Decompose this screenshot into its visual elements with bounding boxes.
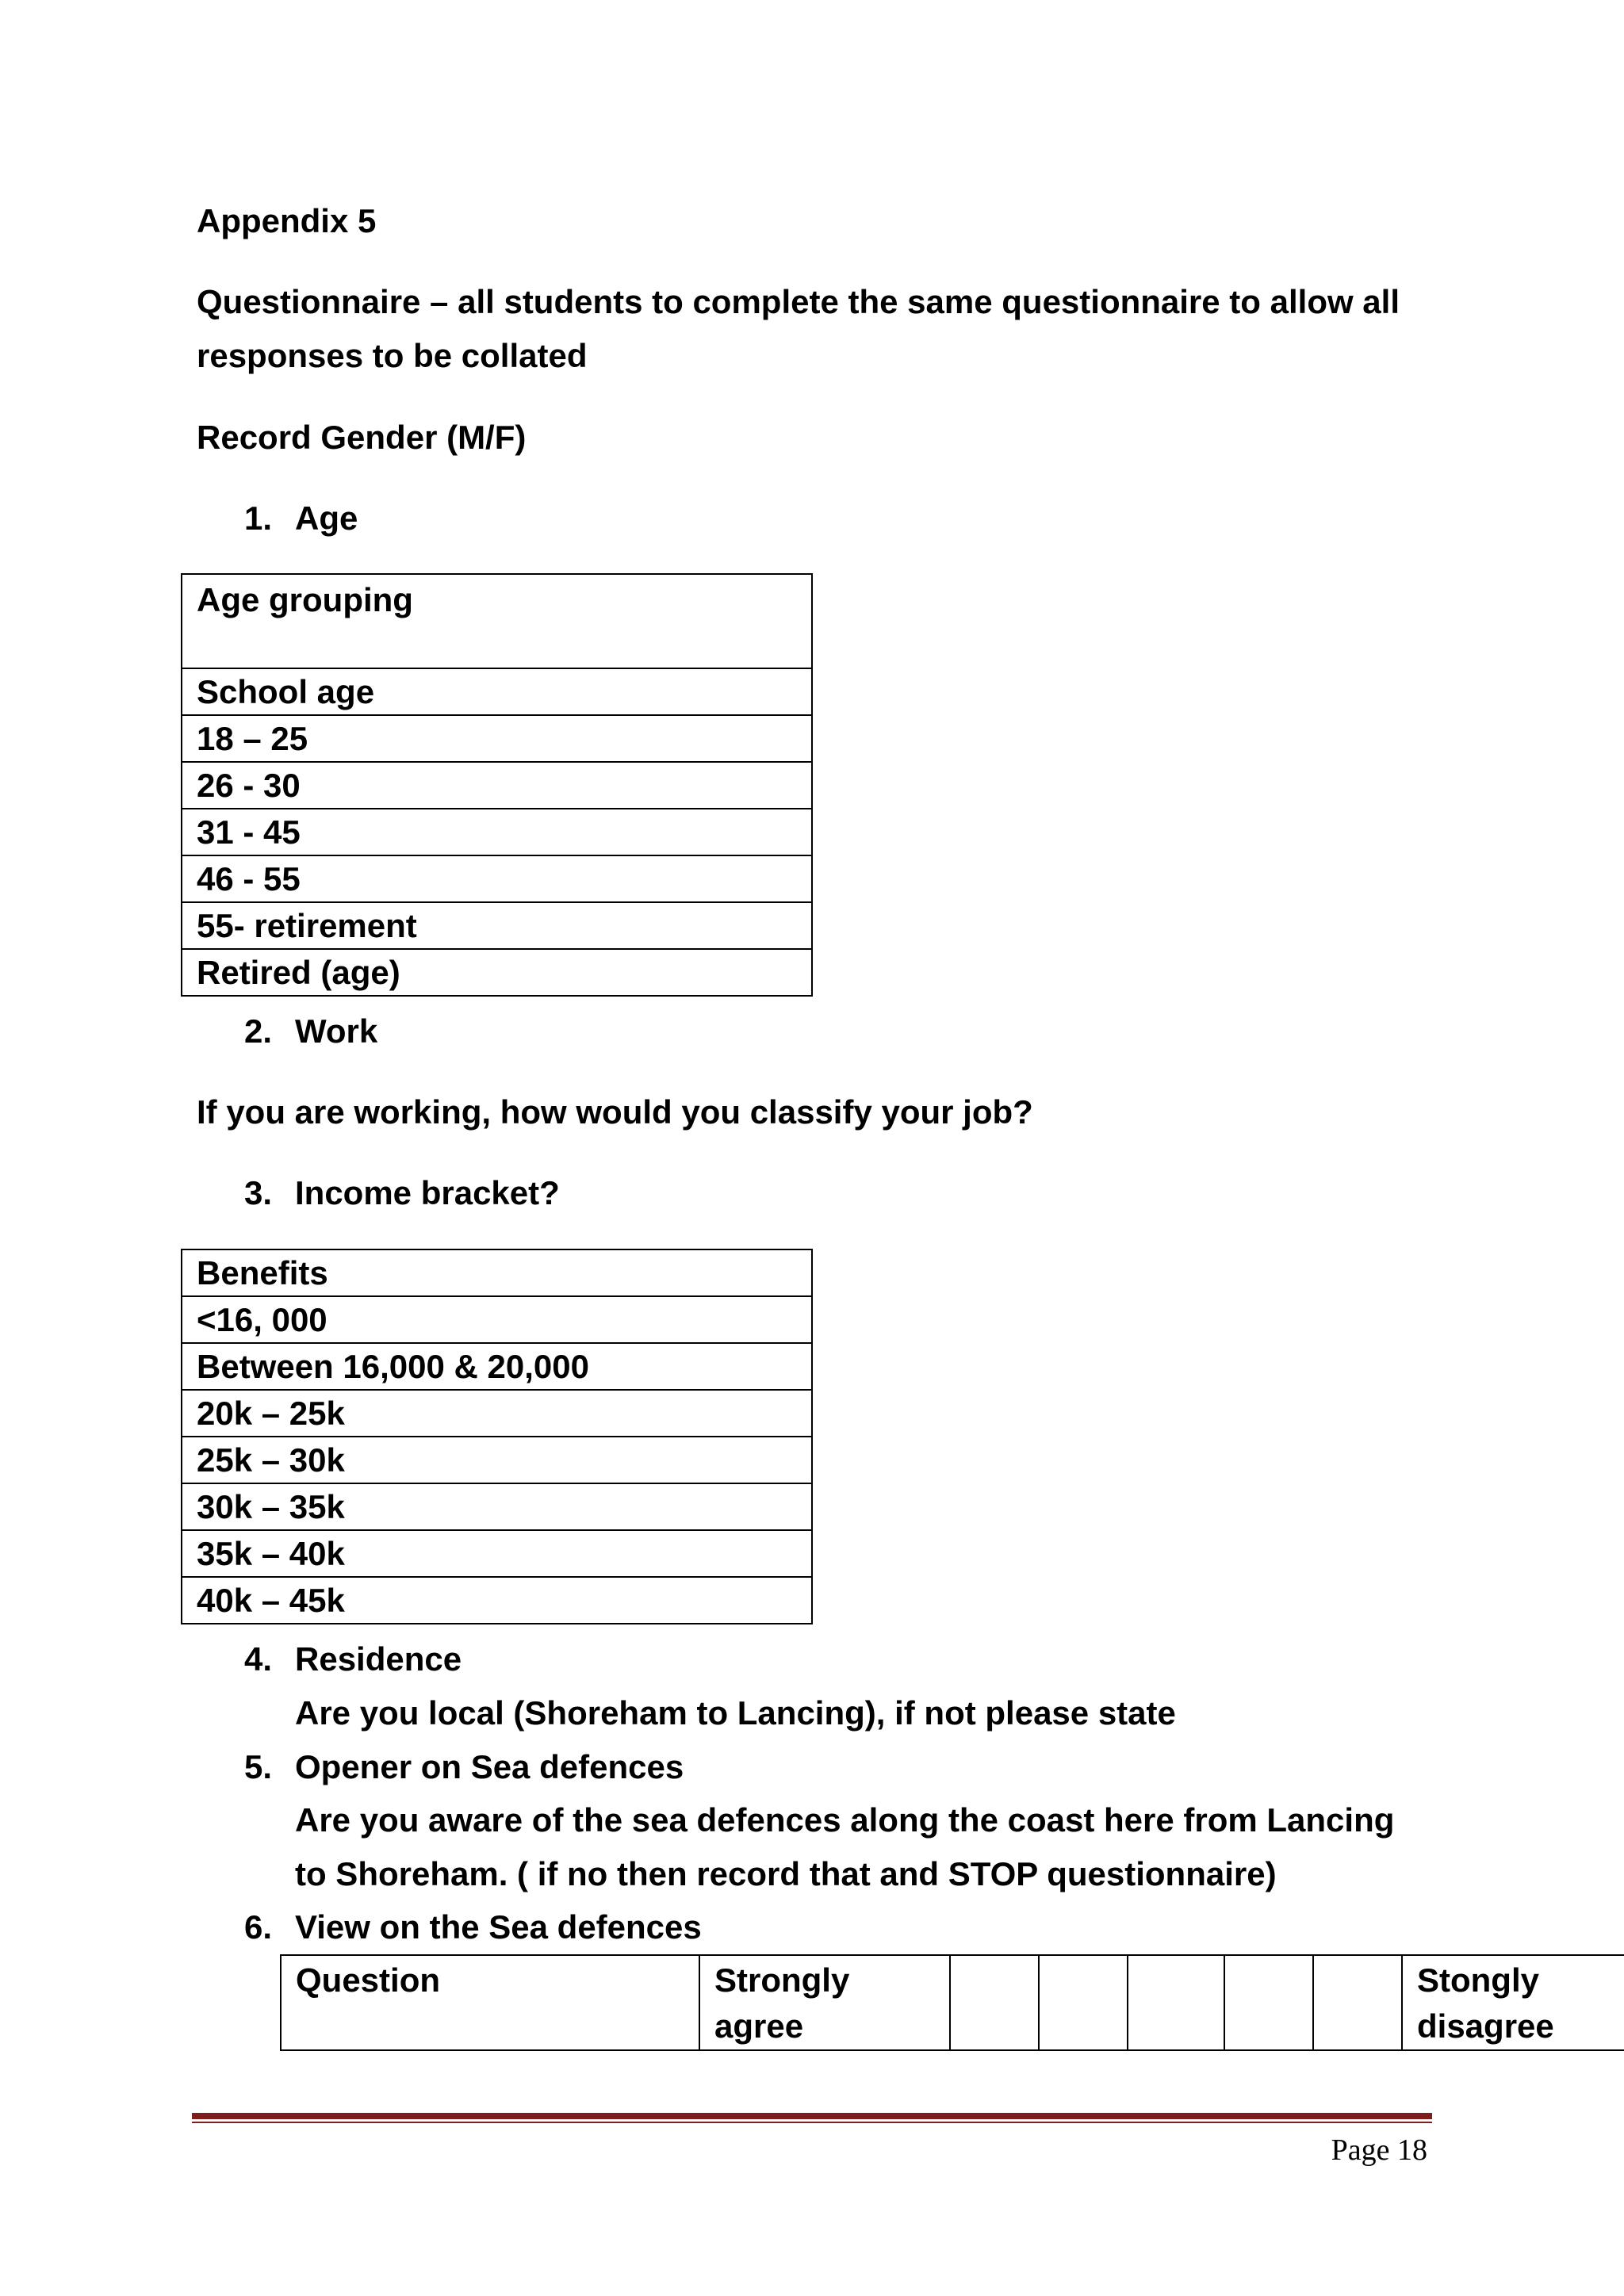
age-row: 31 - 45 [182, 809, 812, 855]
q4-label: Residence [295, 1640, 462, 1678]
q6-label: View on the Sea defences [295, 1908, 702, 1946]
strongly-agree-line-1: Strongly [714, 1961, 850, 1999]
q1-label: Age [295, 499, 358, 537]
strongly-agree-header [699, 1955, 950, 2050]
page-number: Page 18 [1331, 2133, 1427, 2167]
income-row: <16, 000 [182, 1296, 812, 1343]
scale-cell [1128, 1955, 1224, 2050]
income-row: 40k – 45k [182, 1577, 812, 1624]
record-gender: Record Gender (M/F) [197, 419, 527, 456]
age-row: 46 - 55 [182, 855, 812, 902]
scale-cell [1224, 1955, 1313, 2050]
q3-label: Income bracket? [295, 1174, 560, 1211]
age-table-header: Age grouping [182, 574, 812, 668]
q3-number: 3. [244, 1174, 273, 1211]
strongly-disagree-header [1402, 1955, 1624, 2050]
income-row: Benefits [182, 1249, 812, 1296]
intro-line-2: responses to be collated [197, 337, 588, 374]
income-row: 20k – 25k [182, 1390, 812, 1437]
q5-number: 5. [244, 1748, 273, 1785]
footer-rule-thick [192, 2113, 1432, 2119]
q4-number: 4. [244, 1640, 273, 1678]
q6-number: 6. [244, 1908, 273, 1946]
income-row: 25k – 30k [182, 1437, 812, 1483]
age-row: School age [182, 668, 812, 715]
age-row: 55- retirement [182, 902, 812, 949]
scale-cell [1313, 1955, 1402, 2050]
appendix-title: Appendix 5 [197, 202, 377, 239]
q5-label: Opener on Sea defences [295, 1748, 684, 1785]
income-row: Between 16,000 & 20,000 [182, 1343, 812, 1390]
q5-detail-line-2: to Shoreham. ( if no then record that and STOP questionnaire) [295, 1855, 1277, 1892]
strongly-disagree-line-2: disagree [1417, 2007, 1554, 2045]
q4-detail: Are you local (Shoreham to Lancing), if not please state [295, 1694, 1176, 1732]
q1-number: 1. [244, 499, 273, 537]
age-table [181, 573, 813, 997]
scale-cell [1039, 1955, 1128, 2050]
income-row: 35k – 40k [182, 1530, 812, 1577]
question-header: Question [281, 1955, 699, 2050]
scale-cell [950, 1955, 1039, 2050]
income-table [181, 1249, 813, 1624]
sea-defence-views-table [280, 1954, 1624, 2051]
strongly-agree-line-2: agree [714, 2007, 804, 2045]
q5-detail-line-1: Are you aware of the sea defences along the coast here from Lancing [295, 1801, 1395, 1839]
income-row: 30k – 35k [182, 1483, 812, 1530]
work-question: If you are working, how would you classify your job? [197, 1093, 1033, 1131]
intro-line-1: Questionnaire – all students to complete the same questionnaire to allow all [197, 283, 1400, 320]
footer-rule-thin [192, 2122, 1432, 2123]
strongly-disagree-line-1: Stongly [1417, 1961, 1539, 1999]
q2-number: 2. [244, 1012, 273, 1050]
q2-label: Work [295, 1012, 378, 1050]
age-row: 26 - 30 [182, 762, 812, 809]
age-row: Retired (age) [182, 949, 812, 996]
age-row: 18 – 25 [182, 715, 812, 762]
